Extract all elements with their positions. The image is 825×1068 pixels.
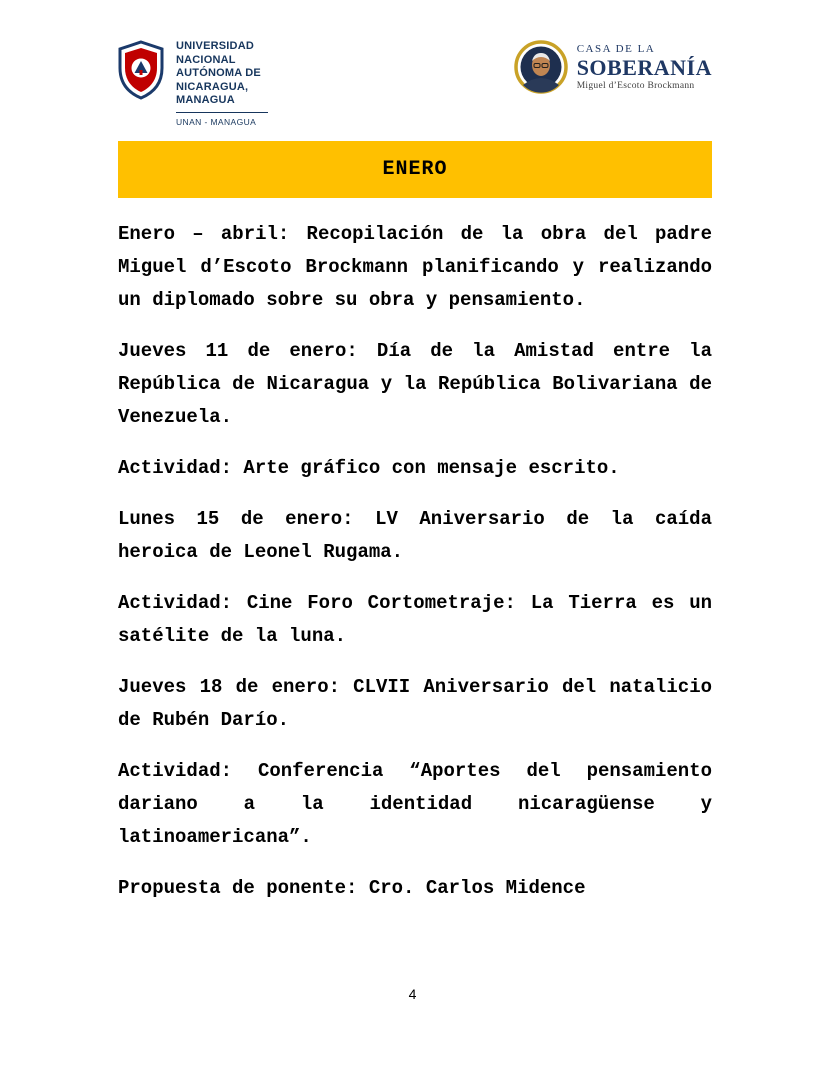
paragraph: Jueves 11 de enero: Día de la Amistad entre la República de Nicaragua y la República Bolivariana de Venezuela. xyxy=(118,340,712,428)
paragraph: Actividad: Cine Foro Cortometraje: La Tierra es un satélite de la luna. xyxy=(118,592,712,647)
casa-soberania-header-block xyxy=(514,40,712,94)
paragraph: Jueves 18 de enero: CLVII Aniversario del natalicio de Rubén Darío. xyxy=(118,676,712,731)
month-banner xyxy=(118,141,712,198)
casa-title-large: SOBERANÍA xyxy=(576,54,712,80)
casa-soberania-portrait-logo-icon xyxy=(514,40,568,94)
paragraph: Propuesta de ponente: Cro. Carlos Midence xyxy=(118,877,586,899)
university-name-line: UNIVERSIDAD xyxy=(176,40,254,52)
university-name-line: NICARAGUA, xyxy=(176,80,249,93)
casa-subtitle: Miguel d’Escoto Brockmann xyxy=(576,80,695,91)
page-number: 4 xyxy=(408,986,417,1002)
university-name-line: MANAGUA xyxy=(176,94,235,106)
unan-header-block xyxy=(118,40,268,129)
header-divider xyxy=(176,112,268,113)
casa-soberania-wordmark xyxy=(577,43,712,92)
university-name xyxy=(176,40,268,129)
month-title: ENERO xyxy=(382,158,448,181)
university-abbrev: UNAN - MANAGUA xyxy=(176,116,257,127)
paragraph: Lunes 15 de enero: LV Aniversario de la caída heroica de Leonel Rugama. xyxy=(118,508,712,563)
document-body xyxy=(118,218,712,923)
casa-title-small: CASA DE LA xyxy=(576,42,656,55)
university-name-line: AUTÓNOMA DE xyxy=(176,67,261,79)
university-name-line: NACIONAL xyxy=(176,53,236,66)
paragraph: Enero – abril: Recopilación de la obra del padre Miguel d’Escoto Brockmann planificando y realizando un diplomado sobre su obra y pensamiento. xyxy=(118,223,712,311)
page-header xyxy=(118,40,712,129)
paragraph: Actividad: Conferencia “Aportes del pensamiento dariano a la identidad nicaragüense y latinoamericana”. xyxy=(118,760,712,848)
paragraph: Actividad: Arte gráfico con mensaje escrito. xyxy=(118,457,620,479)
unan-shield-logo-icon xyxy=(118,40,164,100)
